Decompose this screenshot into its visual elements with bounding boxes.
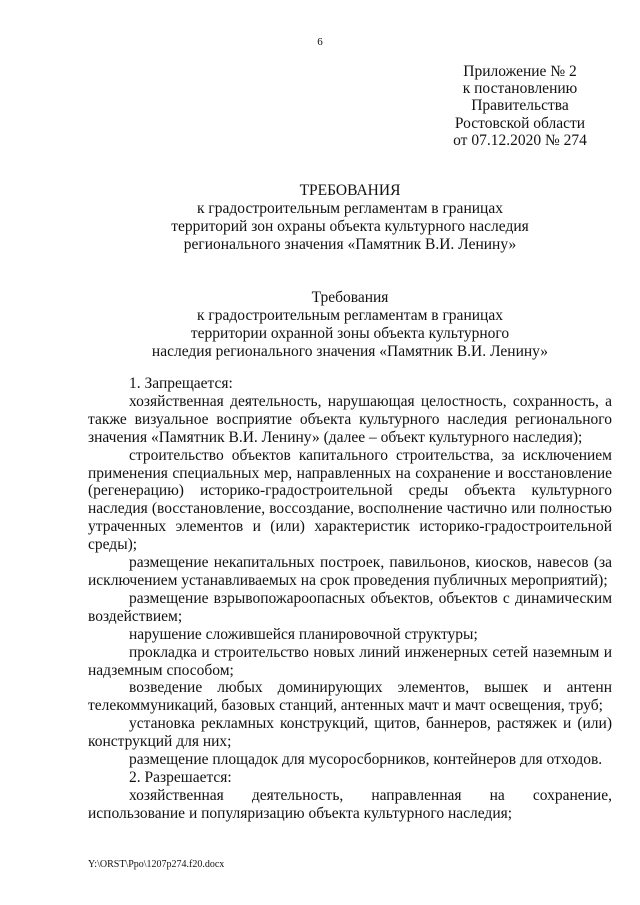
appendix-line: Правительства <box>471 97 569 115</box>
appendix-line: от 07.12.2020 № 274 <box>453 131 587 149</box>
paragraph: установка рекламных конструкций, щитов, баннеров, растяжек и (или) конструкций для них; <box>88 715 612 751</box>
document-body <box>88 375 612 823</box>
section-allowed-heading: 2. Разрешается: <box>129 768 232 786</box>
heading-line: территорий зон охраны объекта культурного наследия <box>171 218 529 235</box>
main-heading <box>60 182 640 254</box>
subheading-line: территории охранной зоны объекта культурного <box>190 325 510 342</box>
paragraph: размещение взрывопожароопасных объектов, объектов с динамическим воздействием; <box>88 589 612 625</box>
appendix-reference <box>420 63 620 149</box>
paragraph: хозяйственная деятельность, направленная на сохранение, использование и популяризацию объекта культурного наследия; <box>88 786 612 822</box>
paragraph: прокладка и строительство новых линий инженерных сетей наземным и надземным способом; <box>88 643 612 679</box>
heading-line: регионального значения «Памятник В.И. Ленину» <box>183 236 517 253</box>
appendix-line: Приложение № 2 <box>463 63 577 80</box>
heading-title: ТРЕБОВАНИЯ <box>299 182 401 199</box>
paragraph: строительство объектов капитального строительства, за исключением применения специальных мер, направленных на сохранение и восстановление (регенерацию) историко-градостроительной среды объекта культурного наследия (восстановление, воссоздание, восполнение частично или полностью утраченных элементов и (или) характеристик историко-градостроительной среды); <box>88 446 612 554</box>
paragraph: возведение любых доминирующих элементов, вышек и антенн телекоммуникаций, базовых станций, антенных мачт и мачт освещения, труб; <box>88 679 612 715</box>
appendix-line: к постановлению <box>462 80 578 98</box>
paragraph: нарушение сложившейся планировочной структуры; <box>129 625 478 643</box>
sub-heading <box>60 289 640 361</box>
paragraph: размещение некапитальных построек, павильонов, киосков, навесов (за исключением устанавливаемых на срок проведения публичных мероприятий); <box>88 554 612 589</box>
footer-file-path: Y:\ORST\Ppo\1207p274.f20.docx <box>88 859 225 870</box>
paragraph: хозяйственная деятельность, нарушающая целостность, сохранность, а также визуальное восприятие объекта культурного наследия регионального значения «Памятник В.И. Ленину» (далее – объект культурного наследия); <box>88 392 612 446</box>
section-prohibited-heading: 1. Запрещается: <box>129 375 233 392</box>
paragraph: размещение площадок для мусоросборников, контейнеров для отходов. <box>129 751 603 769</box>
heading-line: к градостроительным регламентам в границах <box>197 200 503 217</box>
subheading-title: Требования <box>311 289 389 306</box>
subheading-line: к градостроительным регламентам в границах <box>197 307 503 324</box>
subheading-line: наследия регионального значения «Памятник В.И. Ленину» <box>151 343 549 360</box>
page-number: 6 <box>317 36 323 48</box>
appendix-line: Ростовской области <box>454 114 586 132</box>
